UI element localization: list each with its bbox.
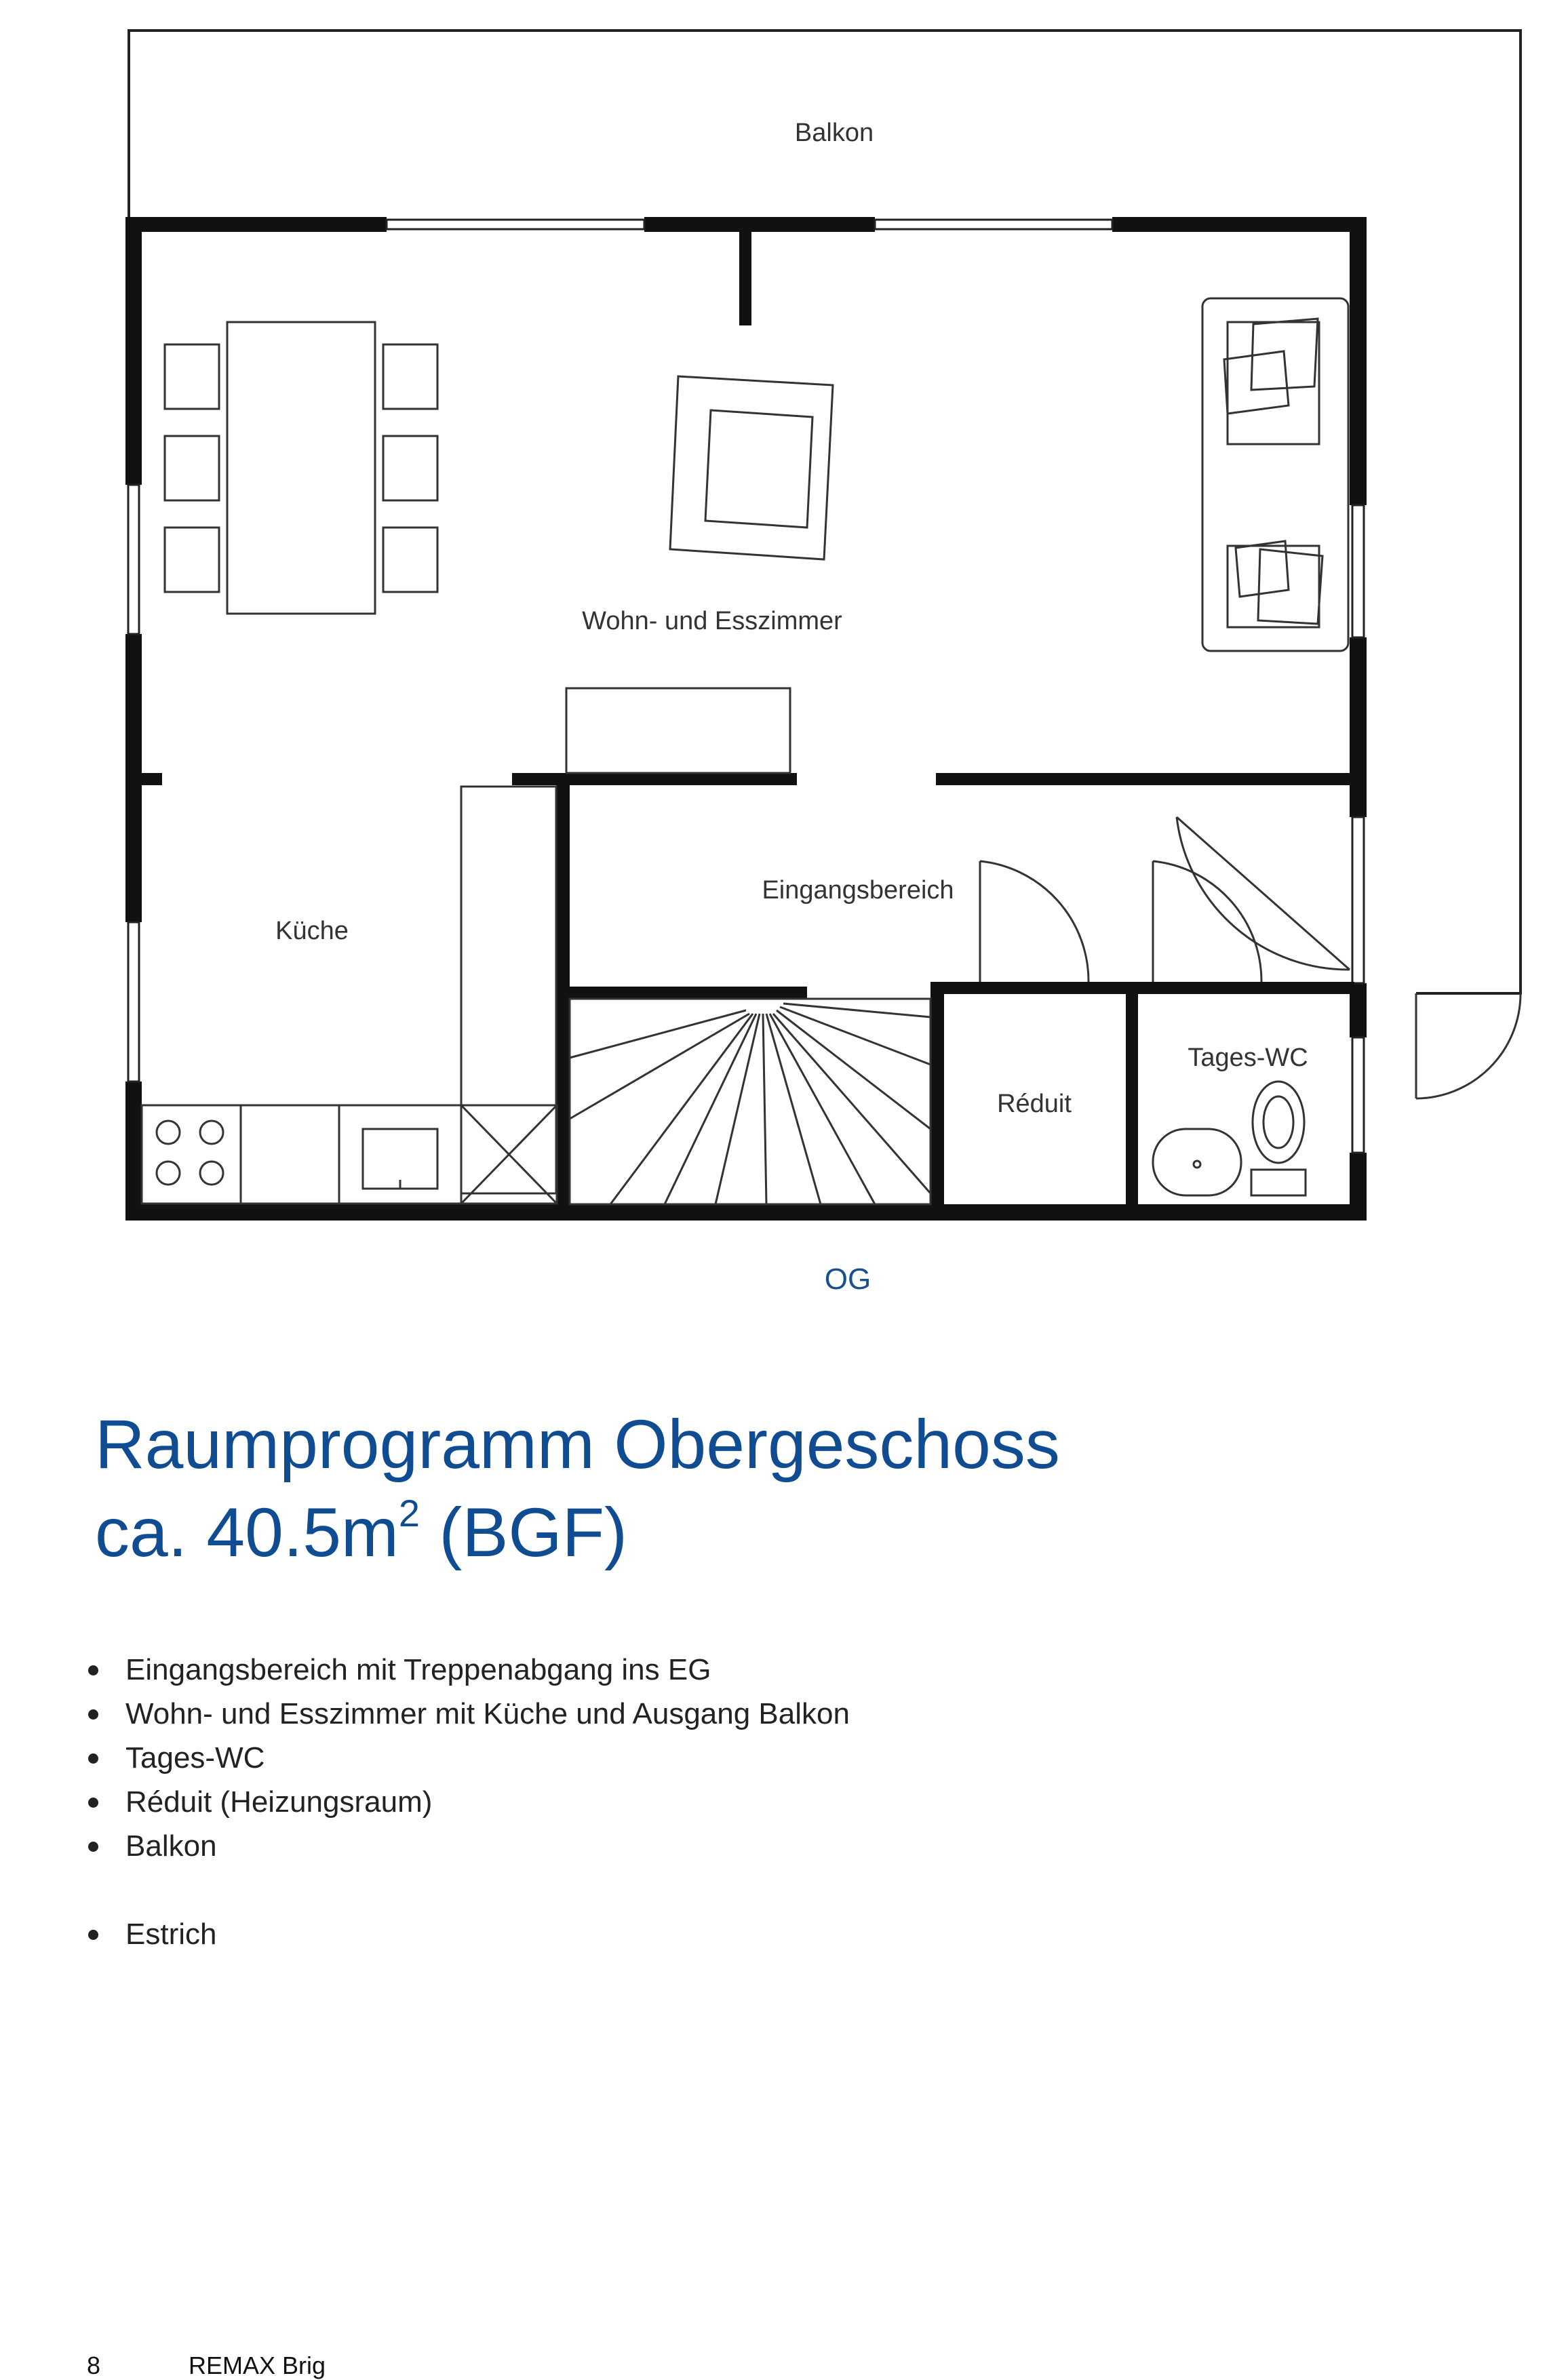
title-line-1: Raumprogramm Obergeschoss — [95, 1406, 1060, 1483]
room-label-wohn-esszimmer: Wohn- und Esszimmer — [582, 607, 842, 635]
title-line-2-suffix: (BGF) — [420, 1494, 628, 1571]
list-item: Estrich — [88, 1912, 850, 1956]
room-label-reduit: Réduit — [997, 1090, 1072, 1118]
room-label-kueche: Küche — [275, 917, 349, 945]
list-item: Tages-WC — [88, 1736, 850, 1780]
page-number: 8 — [87, 2352, 101, 2379]
room-list — [88, 1648, 850, 1956]
page-title — [95, 1400, 1060, 1576]
room-label-tages-wc: Tages-WC — [1188, 1044, 1308, 1072]
company-name: REMAX Brig — [189, 2352, 326, 2379]
room-label-balkon: Balkon — [794, 119, 874, 147]
list-item: Balkon — [88, 1824, 850, 1868]
room-label-eingangsbereich: Eingangsbereich — [762, 876, 954, 905]
title-superscript: 2 — [398, 1492, 420, 1534]
floor-label: OG — [824, 1263, 871, 1296]
title-line-2-prefix: ca. 40.5m — [95, 1494, 399, 1571]
list-item: Wohn- und Esszimmer mit Küche und Ausgang Balkon — [88, 1692, 850, 1736]
windows — [128, 220, 1364, 1153]
list-item: Eingangsbereich mit Treppenabgang ins EG — [88, 1648, 850, 1692]
furniture — [142, 298, 1348, 1204]
list-item: Réduit (Heizungsraum) — [88, 1780, 850, 1824]
footer — [87, 2352, 326, 2380]
balcony-outline — [129, 31, 1521, 993]
